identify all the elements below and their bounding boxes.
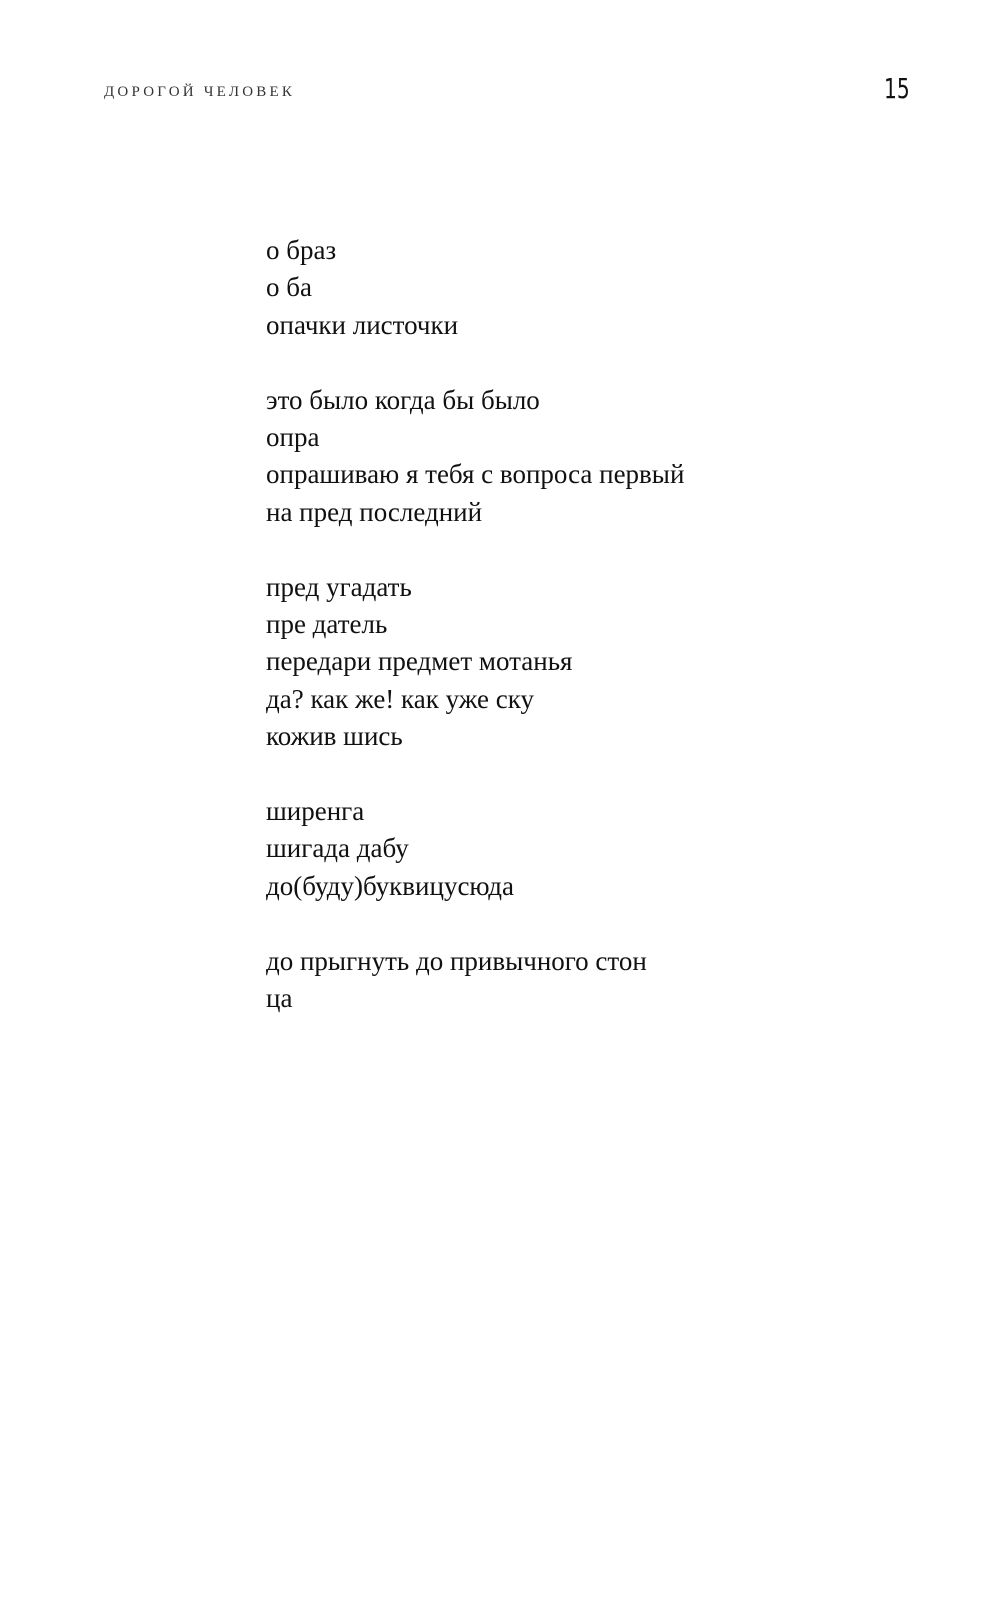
stanza-4 xyxy=(266,793,926,905)
poem-line: до(буду)буквицусюда xyxy=(266,870,514,901)
poem xyxy=(266,232,926,1017)
poem-line: кожив шись xyxy=(266,721,403,752)
poem-line: да? как же! как уже ску xyxy=(266,683,534,714)
poem-line: пре датель xyxy=(266,609,388,640)
poem-line: на пред последний xyxy=(266,496,483,527)
page-number: 15 xyxy=(884,72,910,105)
poem-line: пред угадать xyxy=(266,571,412,602)
poem-line: это было когда бы было xyxy=(266,384,540,415)
stanza-1 xyxy=(266,232,926,344)
poem-line: опрашиваю я тебя с вопроса первый xyxy=(266,459,685,490)
poem-line: опра xyxy=(266,422,320,453)
poem-line: ширенга xyxy=(266,796,365,827)
poem-line: до прыгнуть до привычного стон xyxy=(266,945,647,976)
poem-line: о ба xyxy=(266,272,312,303)
stanza-5 xyxy=(266,943,926,1018)
poem-line: ца xyxy=(266,983,293,1014)
stanza-3 xyxy=(266,569,926,756)
poem-line: передари предмет мотанья xyxy=(266,646,573,677)
poem-line: опачки листочки xyxy=(266,309,459,340)
poem-line: о браз xyxy=(266,235,337,265)
poem-line: шигада дабу xyxy=(266,833,409,864)
stanza-2 xyxy=(266,382,926,532)
running-title: ДОРОГОЙ ЧЕЛОВЕК xyxy=(104,84,296,100)
